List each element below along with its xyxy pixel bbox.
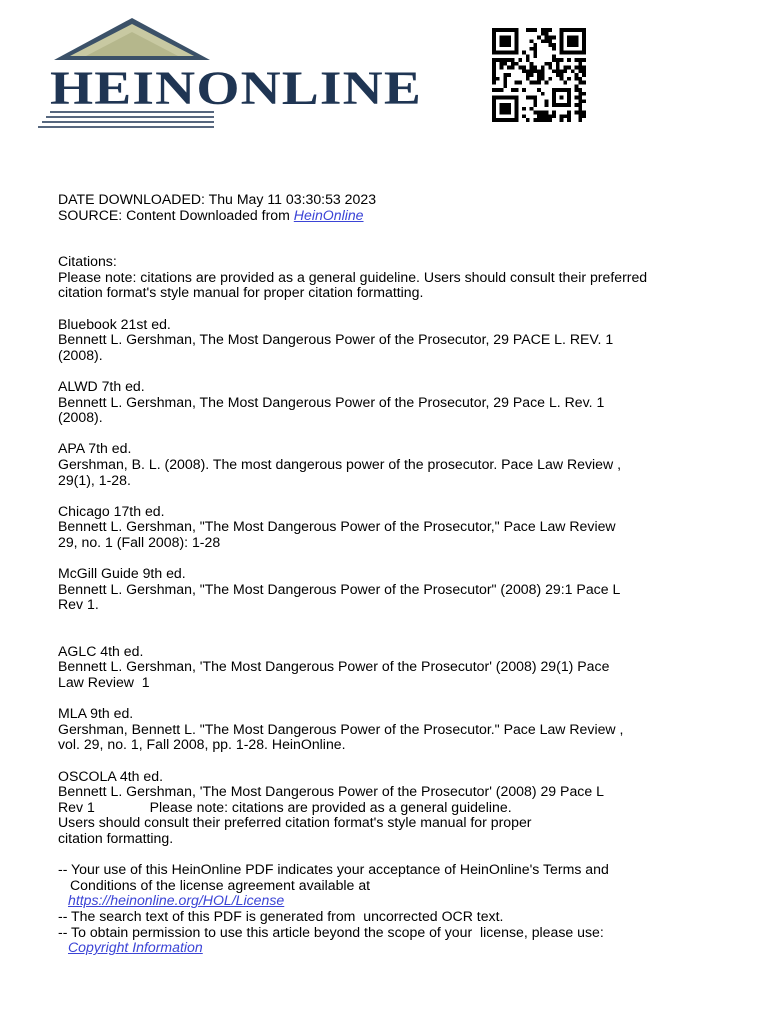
citation-style-name: MLA 9th ed. — [58, 705, 134, 722]
citation-style-name: Chicago 17th ed. — [58, 502, 165, 519]
citations-heading: Citations: — [58, 253, 117, 270]
qr-code-icon — [486, 28, 592, 122]
citation-text: 29, no. 1 (Fall 2008): 1-28 — [58, 533, 221, 550]
heinonline-link[interactable]: HeinOnline — [293, 206, 364, 223]
citation-block — [58, 566, 738, 613]
citation-text: Users should consult their preferred citation format's style manual for proper — [58, 814, 532, 831]
citation-text: Law Review 1 — [58, 674, 150, 691]
citations-note-line: citation format's style manual for proper citation formatting. — [58, 284, 424, 301]
citation-text: Rev 1. — [58, 596, 99, 613]
citation-text: (2008). — [58, 409, 103, 426]
terms-notice — [58, 862, 738, 956]
terms-line: -- Your use of this HeinOnline PDF indicates your acceptance of HeinOnline's Terms and — [58, 861, 609, 878]
citation-text: Bennett L. Gershman, The Most Dangerous Power of the Prosecutor, 29 PACE L. REV. 1 — [58, 331, 614, 348]
citation-style-name: OSCOLA 4th ed. — [58, 767, 163, 784]
citation-block — [58, 644, 738, 691]
citation-block — [58, 379, 738, 426]
citation-text: vol. 29, no. 1, Fall 2008, pp. 1-28. HeinOnline. — [58, 736, 346, 753]
citation-text: Bennett L. Gershman, "The Most Dangerous Power of the Prosecutor," Pace Law Review — [58, 518, 616, 535]
citation-text: Bennett L. Gershman, The Most Dangerous Power of the Prosecutor, 29 Pace L. Rev. 1 — [58, 393, 605, 410]
date-downloaded: DATE DOWNLOADED: Thu May 11 03:30:53 2023 — [58, 191, 377, 207]
logo-wordmark: HEINONLINE — [50, 62, 422, 115]
license-link[interactable]: https://heinonline.org/HOL/License — [68, 892, 285, 909]
citation-block — [58, 504, 738, 551]
citation-block — [58, 706, 738, 753]
citation-text: Bennett L. Gershman, "The Most Dangerous Power of the Prosecutor" (2008) 29:1 Pace L — [58, 580, 621, 597]
citation-text: Gershman, Bennett L. "The Most Dangerous Power of the Prosecutor." Pace Law Review , — [58, 720, 624, 737]
citation-block — [58, 317, 738, 364]
citation-text: Bennett L. Gershman, 'The Most Dangerous Power of the Prosecutor' (2008) 29(1) Pace — [58, 658, 610, 675]
citation-text: Bennett L. Gershman, 'The Most Dangerous Power of the Prosecutor' (2008) 29 Pace L — [58, 783, 604, 800]
temple-roof-icon — [54, 18, 210, 60]
terms-line: Conditions of the license agreement available at — [70, 876, 371, 893]
document-body — [58, 192, 738, 956]
citation-style-name: AGLC 4th ed. — [58, 642, 144, 659]
citation-text: citation formatting. — [58, 829, 174, 846]
copyright-information-link[interactable]: Copyright Information — [68, 939, 203, 956]
citation-text: Rev 1 Please note: citations are provided as a general guideline. — [58, 798, 512, 815]
citation-block — [58, 441, 738, 488]
citation-block — [58, 769, 738, 847]
citation-style-name: ALWD 7th ed. — [58, 377, 145, 394]
citation-text: 29(1), 1-28. — [58, 471, 131, 488]
citation-style-name: Bluebook 21st ed. — [58, 315, 171, 332]
citations-note-line: Please note: citations are provided as a general guideline. Users should consult their preferred — [58, 268, 648, 285]
source-prefix: SOURCE: Content Downloaded from — [58, 206, 294, 223]
citation-text: (2008). — [58, 346, 103, 363]
citation-style-name: McGill Guide 9th ed. — [58, 565, 186, 582]
source-line — [58, 208, 738, 224]
permission-notice: -- To obtain permission to use this article beyond the scope of your license, please use: — [58, 923, 604, 940]
citation-text: Gershman, B. L. (2008). The most dangerous power of the prosecutor. Pace Law Review , — [58, 455, 621, 472]
citation-style-name: APA 7th ed. — [58, 440, 132, 457]
hein-online-logo — [36, 14, 428, 132]
ocr-notice: -- The search text of this PDF is generated from uncorrected OCR text. — [58, 907, 504, 924]
